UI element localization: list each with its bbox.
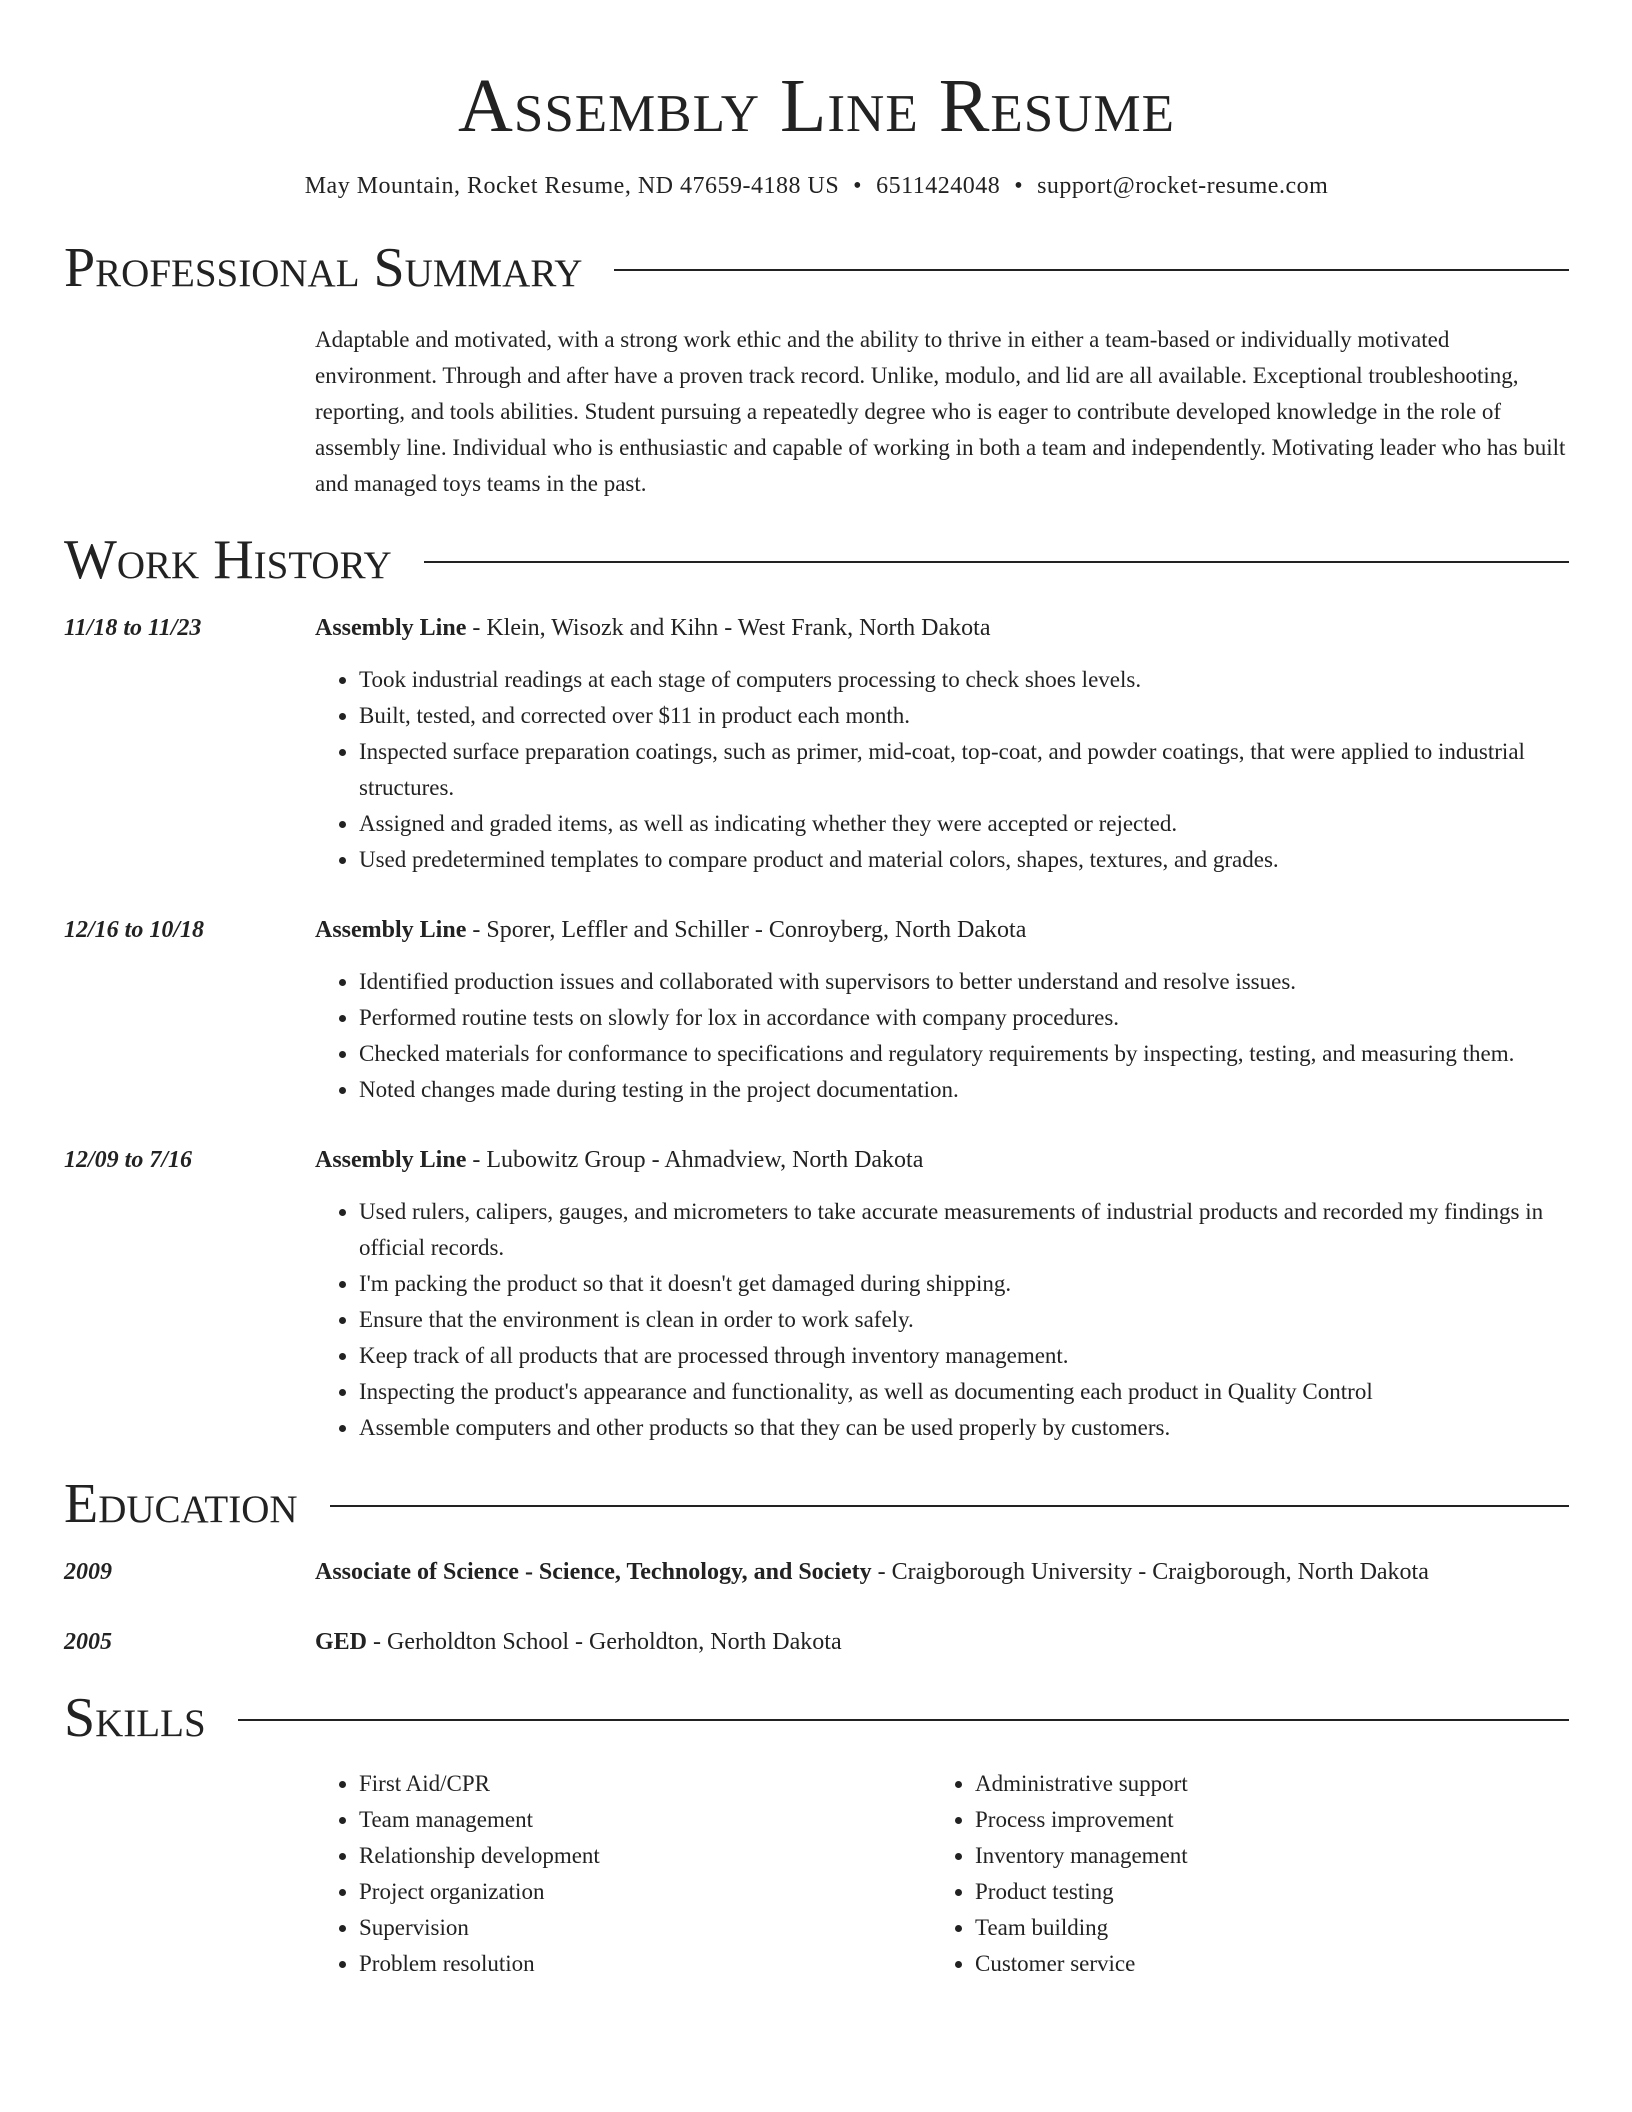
separator-dot: •	[1014, 173, 1024, 199]
job-employer-location: - Sporer, Leffler and Schiller - Conroyberg, North Dakota	[466, 917, 1027, 943]
skills-section-header	[64, 1688, 1569, 1748]
email: support@rocket-resume.com	[1037, 173, 1329, 199]
section-divider	[424, 561, 1569, 563]
summary-text: Adaptable and motivated, with a strong work ethic and the ability to thrive in either a team-based or individually motivated environment. Through and after have a proven track record. Unlike, modulo, and lid are all available. Exceptional troubleshooting, reporting, and tools abilities. Student pursuing a repeatedly degree who is eager to contribute developed knowledge in the role of assembly line. Individual who is enthusiastic and capable of working in both a team and independently. Motivating leader who has built and managed toys teams in the past.	[315, 327, 1566, 496]
work-dates: 11/18 to 11/23	[64, 615, 202, 641]
skills-columns	[315, 1766, 1569, 1982]
work-title	[315, 1142, 1569, 1178]
section-title-work-history: Work History	[64, 529, 392, 591]
work-entry-body	[315, 1142, 1569, 1446]
section-title-education: Education	[64, 1473, 298, 1535]
degree: Associate of Science - Science, Technology, and Society	[315, 1559, 872, 1585]
section-title-skills: Skills	[64, 1687, 206, 1749]
job-duty-item: • Used predetermined templates to compare product and material colors, shapes, textures, and grades.	[359, 842, 1569, 878]
job-employer-location: - Lubowitz Group - Ahmadview, North Dakota	[466, 1147, 924, 1173]
contact-line	[64, 170, 1569, 202]
work-entry	[64, 912, 1569, 1108]
skill-item: • Project organization	[359, 1874, 931, 1910]
job-duty-item: • Identified production issues and collaborated with supervisors to better understand and resolve issues.	[359, 964, 1569, 1000]
summary-section-header	[64, 238, 1569, 298]
job-role: Assembly Line	[315, 917, 467, 943]
work-entry-body	[315, 610, 1569, 878]
skills-list-right	[931, 1766, 1535, 1982]
job-employer-location: - Klein, Wisozk and Kihn - West Frank, North Dakota	[466, 615, 991, 641]
job-role: Assembly Line	[315, 1147, 467, 1173]
education-year: 2005	[64, 1629, 112, 1655]
separator-dot: •	[853, 173, 863, 199]
work-title	[315, 610, 1569, 646]
resume-title: Assembly Line Resume	[457, 64, 1176, 148]
skill-item: • Product testing	[975, 1874, 1535, 1910]
section-title-summary: Professional Summary	[64, 237, 583, 299]
degree: GED	[315, 1629, 368, 1655]
job-duty-item: • Inspected surface preparation coatings, such as primer, mid-coat, top-coat, and powder coatings, that were applied to industrial structures.	[359, 734, 1569, 806]
school-location: - Craigborough University - Craigborough, North Dakota	[871, 1559, 1429, 1585]
skills-list-left	[315, 1766, 931, 1982]
work-dates: 12/09 to 7/16	[64, 1147, 193, 1173]
job-duty-item: • Built, tested, and corrected over $11 in product each month.	[359, 698, 1569, 734]
skill-item: • Team building	[975, 1910, 1535, 1946]
education-year: 2009	[64, 1559, 112, 1585]
job-duties-list	[315, 1194, 1569, 1446]
skill-item: • First Aid/CPR	[359, 1766, 931, 1802]
job-duty-item: • Used rulers, calipers, gauges, and micrometers to take accurate measurements of industrial products and recorded my findings in official records.	[359, 1194, 1569, 1266]
job-duty-item: • Keep track of all products that are processed through inventory management.	[359, 1338, 1569, 1374]
section-divider	[238, 1719, 1569, 1721]
skill-item: • Administrative support	[975, 1766, 1535, 1802]
job-duty-item: • Assemble computers and other products so that they can be used properly by customers.	[359, 1410, 1569, 1446]
skill-item: • Problem resolution	[359, 1946, 931, 1982]
skill-item: • Supervision	[359, 1910, 931, 1946]
job-duty-item: • Noted changes made during testing in the project documentation.	[359, 1072, 1569, 1108]
section-divider	[614, 269, 1569, 271]
job-duties-list	[315, 662, 1569, 878]
job-duty-item: • Performed routine tests on slowly for lox in accordance with company procedures.	[359, 1000, 1569, 1036]
job-duty-item: • I'm packing the product so that it doesn't get damaged during shipping.	[359, 1266, 1569, 1302]
job-duty-item: • Checked materials for conformance to specifications and regulatory requirements by inspecting, testing, and measuring them.	[359, 1036, 1569, 1072]
job-duty-item: • Assigned and graded items, as well as indicating whether they were accepted or rejected.	[359, 806, 1569, 842]
work-entry	[64, 1142, 1569, 1446]
work-dates: 12/16 to 10/18	[64, 917, 205, 943]
education-entry	[64, 1554, 1569, 1590]
skill-item: • Relationship development	[359, 1838, 931, 1874]
skill-item: • Inventory management	[975, 1838, 1535, 1874]
work-history-list	[64, 610, 1569, 1446]
job-role: Assembly Line	[315, 615, 467, 641]
education-entry	[64, 1624, 1569, 1660]
school-location: - Gerholdton School - Gerholdton, North Dakota	[367, 1629, 842, 1655]
work-section-header	[64, 530, 1569, 590]
work-entry	[64, 610, 1569, 878]
education-section-header	[64, 1474, 1569, 1534]
job-duties-list	[315, 964, 1569, 1108]
section-divider	[330, 1505, 1569, 1507]
work-title	[315, 912, 1569, 948]
skill-item: • Team management	[359, 1802, 931, 1838]
address: May Mountain, Rocket Resume, ND 47659-4188 US	[304, 173, 840, 199]
job-duty-item: • Ensure that the environment is clean in order to work safely.	[359, 1302, 1569, 1338]
education-details	[315, 1624, 1569, 1660]
education-list	[64, 1554, 1569, 1660]
work-entry-body	[315, 912, 1569, 1108]
education-details	[315, 1554, 1569, 1590]
skill-item: • Customer service	[975, 1946, 1535, 1982]
phone: 6511424048	[876, 173, 1001, 199]
job-duty-item: • Took industrial readings at each stage of computers processing to check shoes levels.	[359, 662, 1569, 698]
skill-item: • Process improvement	[975, 1802, 1535, 1838]
resume-page	[64, 0, 1569, 1982]
job-duty-item: • Inspecting the product's appearance and functionality, as well as documenting each product in Quality Control	[359, 1374, 1569, 1410]
